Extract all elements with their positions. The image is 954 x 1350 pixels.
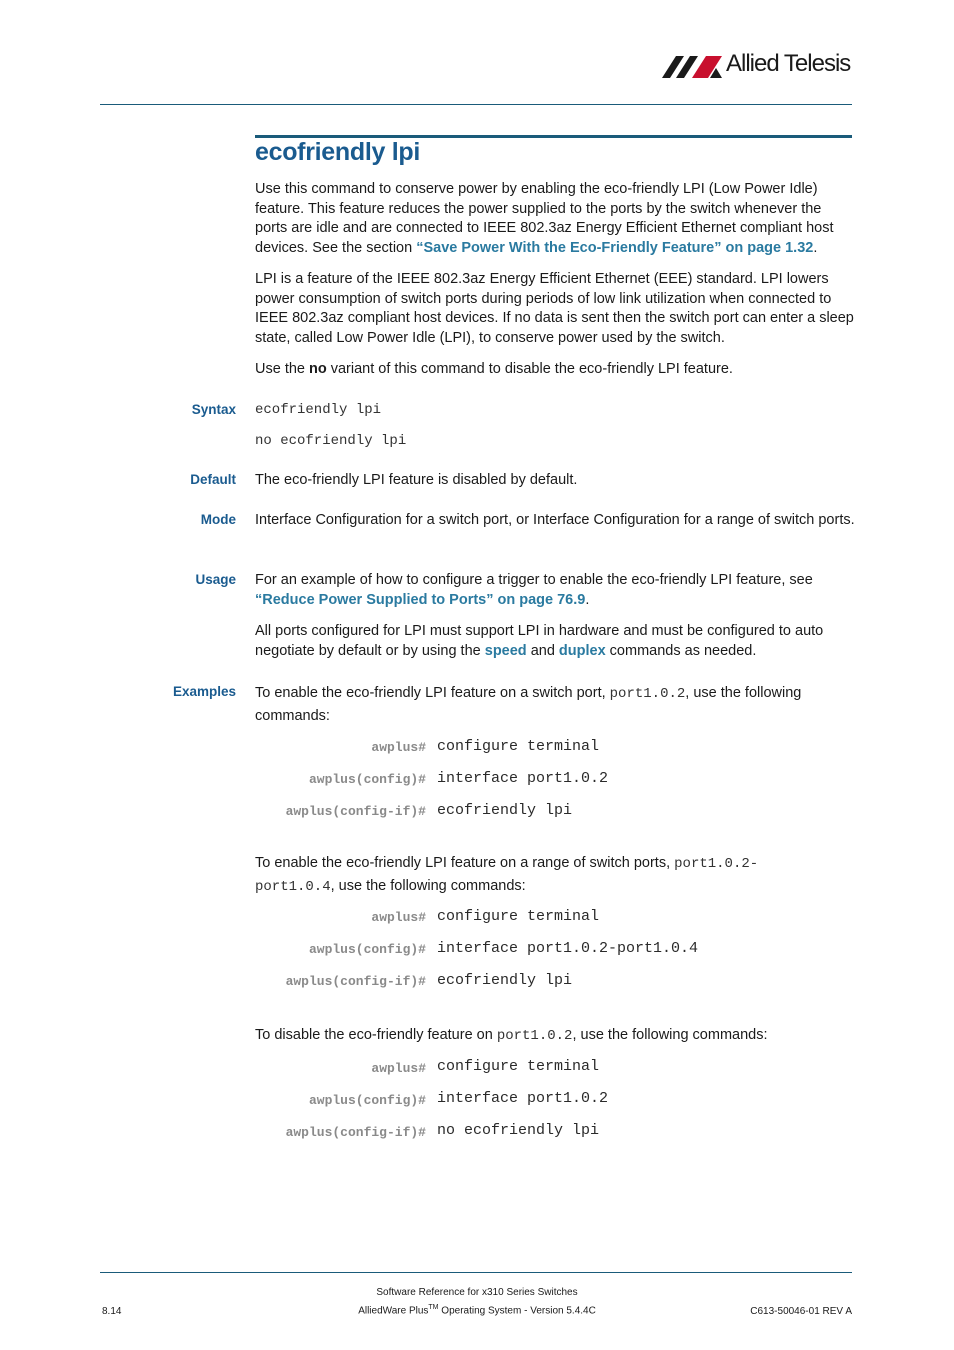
example-3-prompt-2: awplus(config)# bbox=[308, 1093, 426, 1108]
page-title: ecofriendly lpi bbox=[255, 138, 420, 166]
reduce-power-link[interactable]: “Reduce Power Supplied to Ports” on page 76.9 bbox=[255, 591, 586, 608]
allied-telesis-logo-icon bbox=[662, 54, 724, 80]
intro-paragraph-2: LPI is a feature of the IEEE 802.3az Energy Efficient Ethernet (EEE) standard. LPI lowers power consumption of switch ports during periods of low link utilization when connected to IEEE 802.3az compliant host devices. If no data is sent then the switch port can enter a sleep state, called Low Power Idle (LPI), to conserve power used by the switch. bbox=[255, 271, 854, 346]
example-2-command-2: interface port1.0.2-port1.0.4 bbox=[437, 940, 699, 957]
usage-label: Usage bbox=[195, 572, 236, 587]
example-2-prompt-1: awplus# bbox=[371, 910, 426, 925]
footer-title: Software Reference for x310 Series Switches bbox=[376, 1287, 578, 1298]
default-label: Default bbox=[190, 472, 236, 487]
example-2-command-1: configure terminal bbox=[437, 908, 600, 925]
example-2-prompt-3: awplus(config-if)# bbox=[285, 974, 426, 989]
footer-version: AlliedWare Plus™ Operating System - Version 5.4.4C bbox=[358, 1304, 596, 1317]
speed-link[interactable]: speed bbox=[484, 642, 527, 659]
example-1-prompt-3: awplus(config-if)# bbox=[285, 804, 426, 819]
intro-paragraph-3: Use the no variant of this command to disable the eco-friendly LPI feature. bbox=[255, 361, 733, 377]
syntax-label: Syntax bbox=[191, 402, 236, 417]
intro-paragraph-1: Use this command to conserve power by enabling the eco-friendly LPI (Low Power Idle) feature. This feature reduces the power supplied to the ports by the switch whenever the ports are idle and are connected to IEEE 802.3az Energy Efficient Ethernet compliant host devices. See the section “Save Power With the Eco-Friendly Feature” on page 1.32. bbox=[255, 181, 834, 256]
footer-rule bbox=[100, 1272, 852, 1273]
example-3-command-2: interface port1.0.2 bbox=[437, 1090, 609, 1107]
example-3-prompt-1: awplus# bbox=[371, 1061, 426, 1076]
syntax-line-1: ecofriendly lpi bbox=[255, 402, 382, 418]
default-text: The eco-friendly LPI feature is disabled by default. bbox=[255, 472, 578, 488]
usage-paragraph-2: All ports configured for LPI must support LPI in hardware and must be configured to auto negotiate by default or by using the speed and duplex commands as needed. bbox=[255, 623, 824, 659]
brand-name: Allied Telesis bbox=[726, 50, 851, 77]
save-power-link[interactable]: “Save Power With the Eco-Friendly Feature” on page 1.32 bbox=[416, 239, 814, 256]
duplex-link[interactable]: duplex bbox=[558, 642, 606, 659]
example-1-prompt-2: awplus(config)# bbox=[308, 772, 426, 787]
page-number: 8.14 bbox=[102, 1306, 122, 1317]
example-2-prompt-2: awplus(config)# bbox=[308, 942, 426, 957]
document-id: C613-50046-01 REV A bbox=[750, 1306, 852, 1317]
example-3-command-3: no ecofriendly lpi bbox=[437, 1122, 600, 1139]
example-1-command-3: ecofriendly lpi bbox=[437, 802, 573, 819]
allied-telesis-logo bbox=[662, 50, 854, 80]
example-1-command-1: configure terminal bbox=[437, 738, 600, 755]
example-1-prompt-1: awplus# bbox=[371, 740, 426, 755]
example-2-text: To enable the eco-friendly LPI feature on a range of switch ports, port1.0.2- port1.0.4, use the following commands: bbox=[255, 855, 759, 895]
example-3-prompt-3: awplus(config-if)# bbox=[285, 1125, 426, 1140]
examples-label: Examples bbox=[172, 684, 236, 699]
usage-paragraph-1: For an example of how to configure a trigger to enable the eco-friendly LPI feature, see “Reduce Power Supplied to Ports” on page 76.9. bbox=[255, 572, 813, 608]
example-3-command-1: configure terminal bbox=[437, 1058, 600, 1075]
example-3-text: To disable the eco-friendly feature on port1.0.2, use the following commands: bbox=[255, 1027, 768, 1044]
example-1-command-2: interface port1.0.2 bbox=[437, 770, 609, 787]
mode-label: Mode bbox=[200, 512, 236, 527]
example-1-text: To enable the eco-friendly LPI feature on a switch port, port1.0.2, use the following commands: bbox=[255, 685, 802, 724]
header-rule bbox=[100, 104, 852, 105]
syntax-line-2: no ecofriendly lpi bbox=[255, 433, 407, 449]
example-2-command-3: ecofriendly lpi bbox=[437, 972, 573, 989]
mode-text: Interface Configuration for a switch port, or Interface Configuration for a range of switch ports. bbox=[255, 512, 855, 528]
